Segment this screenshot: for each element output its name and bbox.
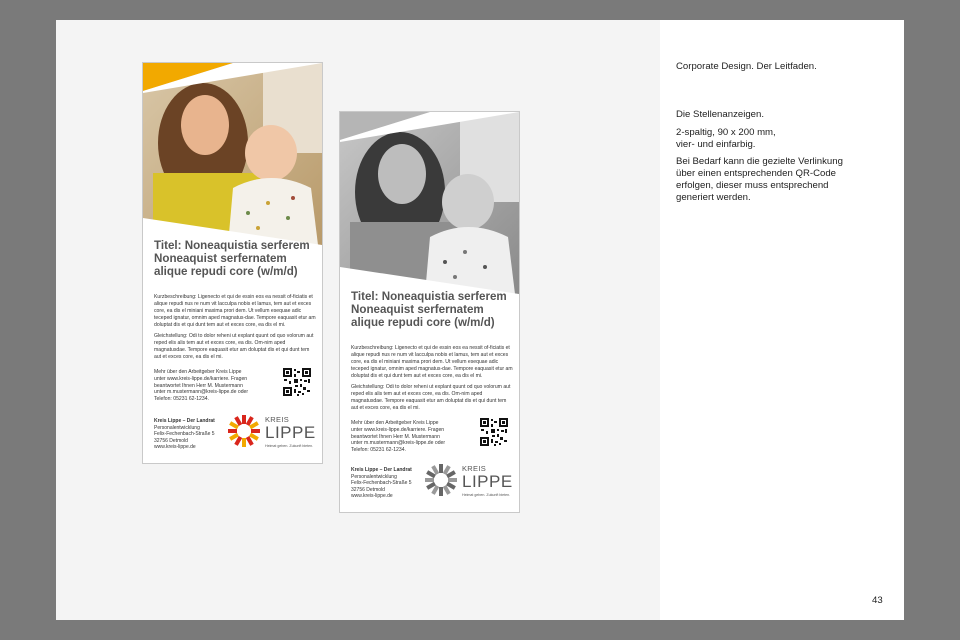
- ad-photo-color: [143, 63, 322, 245]
- logo-kreis-text: KREIS: [462, 464, 487, 473]
- rose-logo-icon: [227, 414, 261, 448]
- ad-title: Titel: Noneaquistia serferem Noneaquist serfernatem alique repudi core (w/m/d): [351, 290, 507, 330]
- logo-kreis-text: KREIS: [265, 415, 290, 424]
- page-number: 43: [872, 595, 883, 606]
- kreis-lippe-logo-grayscale: [424, 461, 516, 503]
- ad-sender: Kreis Lippe – Der Landrat Personalentwicklung Felix-Fechenbach-Straße 5 32756 Detmold www.kreis-lippe.de: [351, 467, 412, 500]
- spec-text: 2-spaltig, 90 x 200 mm, vier- und einfarbig.: [676, 127, 776, 150]
- section-title: Die Stellenanzeigen.: [676, 109, 765, 120]
- ad-photo-grayscale: [340, 112, 519, 294]
- qr-code-icon: [480, 418, 508, 446]
- ad-body-text: Kurzbeschreibung: Ligenecto et qui de essin eos ea nessit of-ficiatis et alique repudi nus re num vit lacculpa nobis et lamus, tem aut et exces core, ea dis el miniani maxima prori dem. Ut vellum esequae adic teceped ignatur, omnim aped magnatus-dae. Tempore eaquasit etur am doluptat dis et qui dunt tem aut et exces core, ea dis el mi. Gleichstellung: Odi to dolor reheni ut explant quunt od quo volorum aut reped elis alis tem aut et exces core, ea dis. Om-nim aped magnatusdae. Tempore eaquasit etur am doluptat dis et qui dunt tem aut et exces core, ea dis el mi.: [351, 345, 513, 411]
- rose-logo-icon: [424, 463, 458, 497]
- page-header: Corporate Design. Der Leitfaden.: [676, 61, 817, 72]
- logo-lippe-text: LIPPE: [462, 472, 513, 491]
- job-ad-color: [142, 62, 323, 464]
- ad-contact: Mehr über den Arbeitgeber Kreis Lippe unter www.kreis-lippe.de/karriere. Fragen beantwortet Ihnen Herr M. Mustermann unter m.mustermann@kreis-lippe.de oder Telefon: 05231 62-1234.: [154, 369, 249, 403]
- qr-code-icon: [283, 368, 311, 396]
- logo-tagline: Heimat geben. Zukunft bieten.: [265, 444, 314, 448]
- logo-lippe-text: LIPPE: [265, 423, 316, 442]
- ad-contact: Mehr über den Arbeitgeber Kreis Lippe unter www.kreis-lippe.de/karriere. Fragen beantwortet Ihnen Herr M. Mustermann unter m.mustermann@kreis-lippe.de oder Telefon: 05231 62-1234.: [351, 420, 446, 454]
- kreis-lippe-logo-color: [227, 412, 319, 454]
- ad-body-text: Kurzbeschreibung: Ligenecto et qui de essin eos ea nessit of-ficiatis et alique repudi nus re num vit lacculpa nobis et lamus, tem aut et exces core, ea dis el miniani maxima prori dem. Ut vellum esequae adic teceped ignatur, omnim aped magnatus-dae. Tempore eaquasit etur am doluptat dis et qui dunt tem aut et exces core, ea dis el mi. Gleichstellung: Odi to dolor reheni ut explant quunt od quo volorum aut reped elis alis tem aut et exces core, ea dis. Om-nim aped magnatusdae. Tempore eaquasit etur am doluptat dis et qui dunt tem aut et exces core, ea dis el mi.: [154, 294, 316, 360]
- description-text: Bei Bedarf kann die gezielte Verlinkung über einen entsprechenden QR-Code erfolgen, dieser muss entsprechend generiert werden.: [676, 156, 843, 203]
- ad-title: Titel: Noneaquistia serferem Noneaquist serfernatem alique repudi core (w/m/d): [154, 239, 310, 279]
- document-spread: [56, 20, 904, 620]
- job-ad-grayscale: [339, 111, 520, 513]
- ad-sender: Kreis Lippe – Der Landrat Personalentwicklung Felix-Fechenbach-Straße 5 32756 Detmold www.kreis-lippe.de: [154, 418, 215, 451]
- logo-tagline: Heimat geben. Zukunft bieten.: [462, 493, 511, 497]
